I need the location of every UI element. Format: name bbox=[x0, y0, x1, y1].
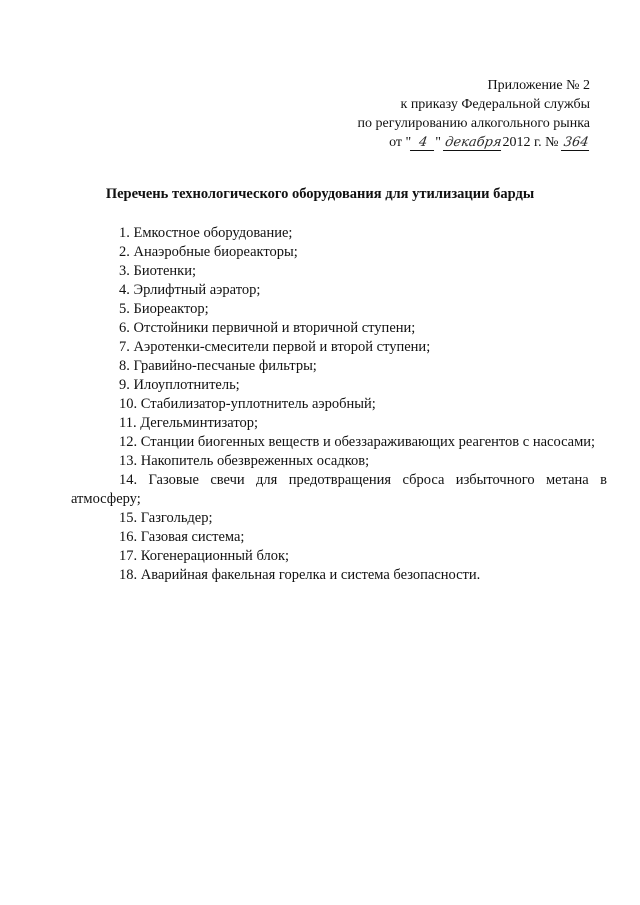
list-item: 14. Газовые свечи для предотвращения сброса избыточного метана в атмосферу; bbox=[71, 472, 607, 507]
equipment-list bbox=[71, 224, 607, 585]
list-item: 4. Эрлифтный аэратор; bbox=[119, 282, 261, 298]
list-item: 1. Емкостное оборудование; bbox=[119, 225, 293, 241]
list-item: 16. Газовая система; bbox=[119, 529, 245, 545]
date-prefix: от " bbox=[389, 135, 412, 150]
list-item: 12. Станции биогенных веществ и обеззараживающих реагентов с насосами; bbox=[119, 434, 596, 450]
list-item: 18. Аварийная факельная горелка и система безопасности. bbox=[119, 567, 481, 583]
list-item: 13. Накопитель обезвреженных осадков; bbox=[119, 453, 370, 469]
list-item: 10. Стабилизатор-уплотнитель аэробный; bbox=[119, 396, 376, 412]
appendix-number: Приложение № 2 bbox=[487, 78, 590, 93]
list-item: 15. Газгольдер; bbox=[119, 510, 213, 526]
handwritten-order-number: 364 bbox=[562, 135, 590, 150]
order-date-line bbox=[330, 133, 590, 152]
date-quote: " bbox=[435, 135, 441, 150]
date-year: 2012 г. № bbox=[502, 135, 559, 150]
list-item: 2. Анаэробные биореакторы; bbox=[119, 244, 298, 260]
handwritten-month: декабря bbox=[444, 135, 503, 150]
issuing-authority: по регулированию алкогольного рынка bbox=[357, 116, 590, 131]
list-item: 5. Биореактор; bbox=[119, 301, 209, 317]
list-item: 9. Илоуплотнитель; bbox=[119, 377, 240, 393]
list-item: 8. Гравийно-песчаные фильтры; bbox=[119, 358, 317, 374]
list-item: 17. Когенерационный блок; bbox=[119, 548, 290, 564]
list-item: 7. Аэротенки-смесители первой и второй ступени; bbox=[119, 339, 431, 355]
list-item: 3. Биотенки; bbox=[119, 263, 197, 279]
document-title: Перечень технологического оборудования для утилизации барды bbox=[105, 186, 535, 202]
handwritten-day: 4 bbox=[410, 136, 436, 151]
appendix-header bbox=[330, 76, 590, 152]
order-reference: к приказу Федеральной службы bbox=[400, 97, 590, 112]
list-item: 11. Дегельминтизатор; bbox=[119, 415, 259, 431]
list-item: 6. Отстойники первичной и вторичной ступени; bbox=[119, 320, 416, 336]
